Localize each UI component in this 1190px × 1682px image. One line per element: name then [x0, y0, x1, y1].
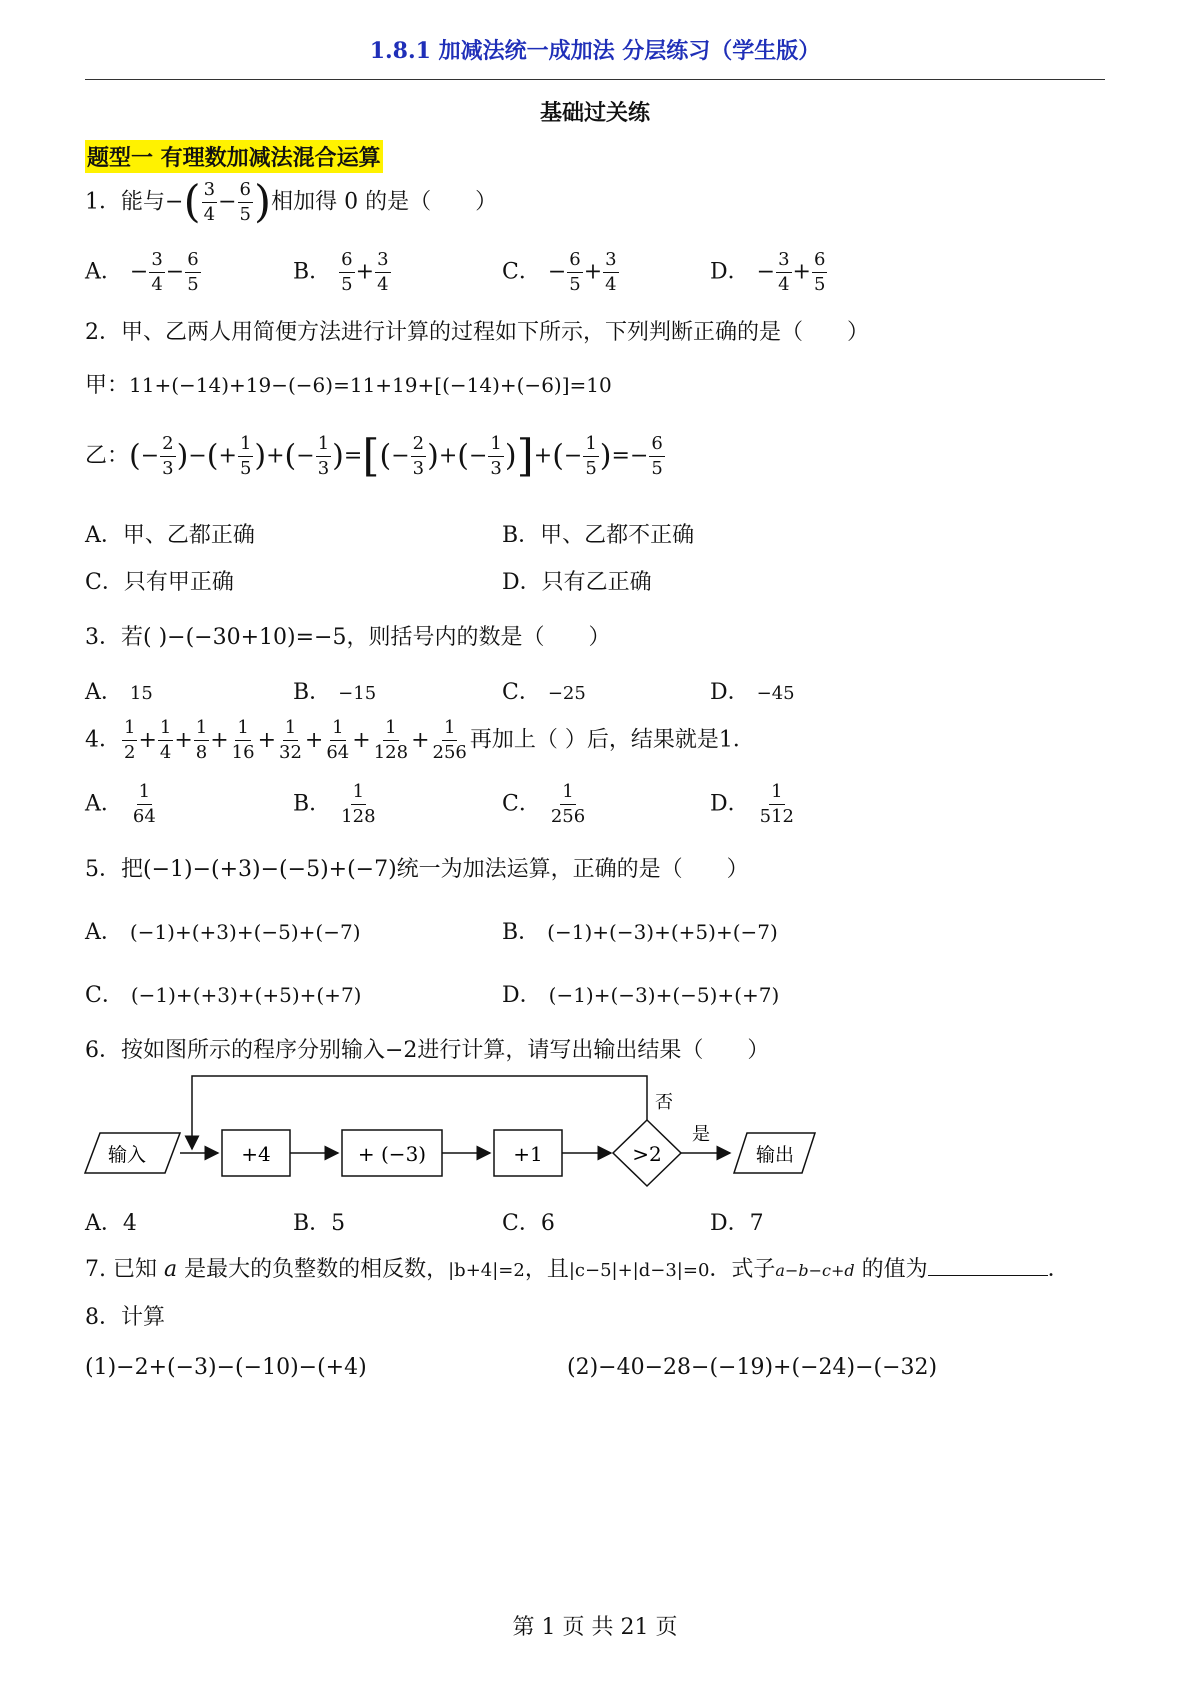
q5-option-c: C． (−1)+(+3)+(+5)+(+7): [85, 983, 362, 1008]
plus-sign: +: [411, 727, 430, 753]
question-3: 3．若( )−(−30+10)=−5，则括号内的数是（ ）: [85, 625, 611, 650]
plus-sign: +: [257, 727, 277, 753]
fraction: $\frac{1}{2}$: [124, 717, 136, 763]
question-type-label: 题型一 有理数加减法混合运算: [85, 140, 383, 173]
plus-sign: +: [174, 727, 193, 753]
q1-option-a: A． − $\frac{3}{4}$ − $\frac{6}{5}$: [85, 249, 199, 295]
flow-condition-label: >2: [632, 1142, 662, 1166]
question-5: 5．把(−1)−(+3)−(−5)+(−7)统一为加法运算，正确的是（ ）: [85, 857, 749, 882]
header-rule: [85, 79, 1105, 80]
q4-option-b: B． $\frac{1}{128}$: [293, 781, 376, 827]
q1-option-d: D． − $\frac{3}{4}$ + $\frac{6}{5}$: [710, 249, 826, 295]
q6-option-d: D．7: [710, 1211, 764, 1236]
q2-option-c: C．只有甲正确: [85, 570, 234, 595]
fraction: $\frac{1}{256}$: [432, 717, 467, 763]
q6-option-c: C．6: [502, 1211, 555, 1236]
fraction: $\frac{1}{16}$: [231, 717, 255, 763]
q1-number: 1．: [85, 189, 121, 215]
flowchart: [80, 1068, 840, 1200]
flow-input-label: 输入: [107, 1144, 147, 1166]
fraction: $\frac{3}{4}$: [203, 179, 216, 225]
q5-option-b: B． (−1)+(−3)+(+5)+(−7): [502, 920, 778, 945]
fraction: $\frac{1}{64}$: [326, 717, 350, 763]
fraction: $\frac{1}{128}$: [373, 717, 409, 763]
q5-option-d: D． (−1)+(−3)+(−5)+(+7): [502, 983, 780, 1008]
flow-output-label: 输出: [755, 1144, 795, 1166]
q2-yi: 乙：(− $\frac{2}{3}$ )−(+ $\frac{1}{5}$ )+(− $\frac{1}{3}$ )=[(− $\frac{2}{3}$ )+(− $\frac{1}{3}$ )]+(− $\frac{1}{5}$ )=− $\frac{6}{5}$: [85, 430, 663, 482]
fraction: $\frac{1}{4}$: [159, 717, 172, 763]
answer-blank[interactable]: [928, 1257, 1048, 1276]
q2-jia: 甲：11+(−14)+19−(−6)=11+19+[(−14)+(−6)]=10: [85, 373, 612, 398]
q1-option-c: C． − $\frac{6}{5}$ + $\frac{3}{4}$: [502, 249, 617, 295]
q3-option-c: C． −25: [502, 680, 586, 705]
q4-option-c: C． $\frac{1}{256}$: [502, 781, 586, 827]
plus-sign: +: [352, 727, 371, 753]
q1-post: 相加得 0 的是（ ）: [271, 189, 498, 215]
q3-option-d: D． −45: [710, 680, 795, 705]
question-8: 8．计算: [85, 1305, 165, 1330]
question-1: 1．能与−( $\frac{3}{4}$ − $\frac{6}{5}$ )相加得 0 的是（ ）: [85, 176, 498, 228]
plus-sign: +: [304, 727, 324, 753]
q1-option-b: B． $\frac{6}{5}$ + $\frac{3}{4}$: [293, 249, 389, 295]
page-title: 1.8.1 加减法统一成加法 分层练习（学生版）: [369, 38, 821, 64]
q4-option-a: A． $\frac{1}{64}$: [85, 781, 156, 827]
section-heading: 基础过关练: [539, 100, 650, 126]
q5-option-a: A． (−1)+(+3)+(−5)+(−7): [85, 920, 361, 945]
fraction: $\frac{1}{32}$: [279, 717, 302, 763]
q4-option-d: D． $\frac{1}{512}$: [710, 781, 794, 827]
flow-step-1-label: +4: [241, 1142, 271, 1166]
q2-option-a: A．甲、乙都正确: [85, 523, 255, 548]
q6-option-b: B．5: [293, 1211, 346, 1236]
fraction: $\frac{1}{8}$: [195, 717, 208, 763]
q1-pre: 能与−: [121, 189, 184, 215]
flow-yes-label: 是: [692, 1124, 710, 1145]
q6-option-a: A．4: [85, 1211, 137, 1236]
q3-option-b: B． −15: [293, 680, 377, 705]
q8-part-2: (2)−40−28−(−19)+(−24)−(−32): [567, 1355, 938, 1380]
question-6: 6．按如图所示的程序分别输入−2进行计算，请写出输出结果（ ）: [85, 1038, 770, 1063]
flow-no-label: 否: [655, 1092, 673, 1113]
question-4: 4． $\frac{1}{2}$ + $\frac{1}{4}$ + $\frac{1}{8}$ + $\frac{1}{16}$ + $\frac{1}{32}$ + $\frac{1}{64}$ + $\frac{1}{128}$ + $\frac{1}{256}$ 再加上（ ）后，结果就是1．: [85, 717, 755, 763]
fraction: $\frac{6}{5}$: [239, 179, 251, 225]
plus-sign: +: [138, 727, 157, 753]
flow-step-2-label: + (−3): [357, 1142, 427, 1166]
q3-option-a: A． 15: [85, 680, 153, 705]
q2-option-b: B．甲、乙都不正确: [502, 523, 695, 548]
paren: (: [183, 176, 201, 228]
q2-option-d: D．只有乙正确: [502, 570, 652, 595]
plus-sign: +: [210, 727, 229, 753]
page-footer: 第 1 页 共 21 页: [512, 1615, 678, 1640]
flow-step-3-label: +1: [513, 1142, 543, 1166]
question-2: 2．甲、乙两人用简便方法进行计算的过程如下所示，下列判断正确的是（ ）: [85, 320, 869, 345]
question-7: 7. 已知 a 是最大的负整数的相反数，|b+4|=2，且|c−5|+|d−3|=0．式子a−b−c+d 的值为 ．: [85, 1257, 1070, 1282]
q8-part-1: (1)−2+(−3)−(−10)−(+4): [85, 1355, 367, 1380]
